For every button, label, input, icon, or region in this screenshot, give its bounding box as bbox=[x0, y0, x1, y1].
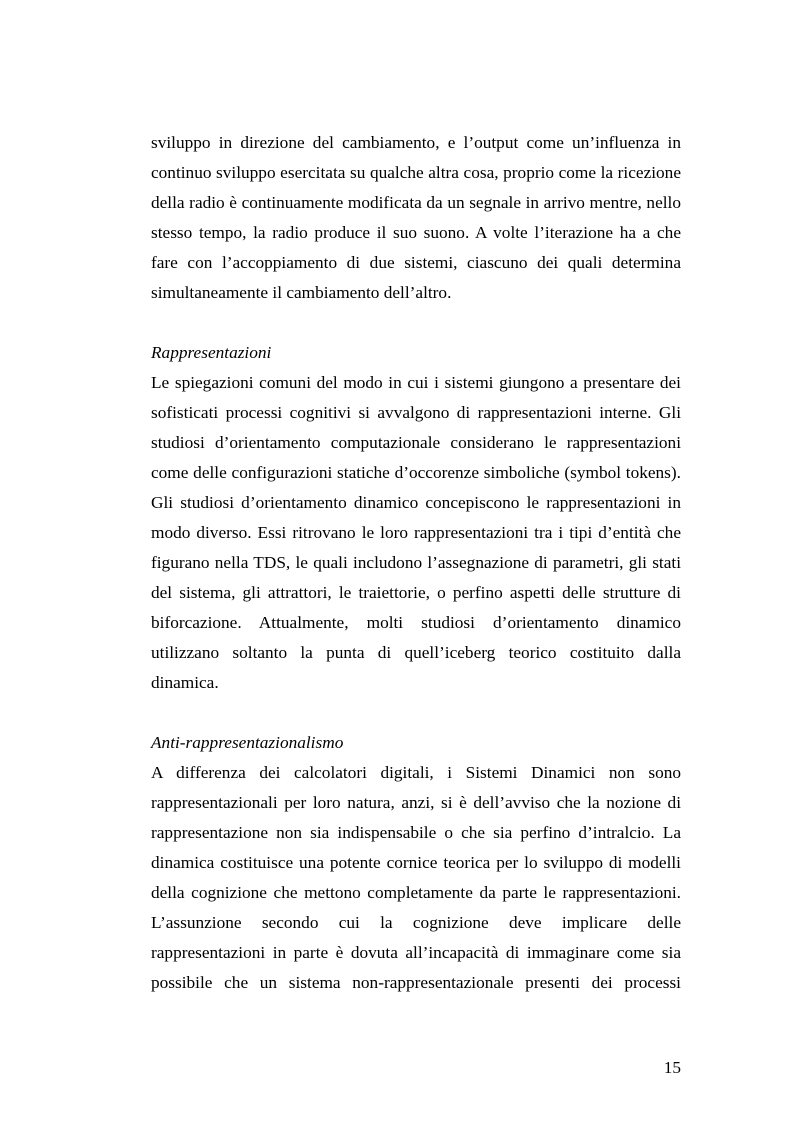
page-body bbox=[151, 128, 681, 998]
text-line: rappresentazione non sia indispensabile o che sia perfino d’intralcio. La bbox=[151, 823, 681, 842]
text-line: dinamica costituisce una potente cornice teorica per lo sviluppo di modelli bbox=[151, 853, 681, 872]
text-line: come delle configurazioni statiche d’occorenze simboliche (symbol tokens). bbox=[151, 463, 681, 482]
text-line: della cognizione che mettono completamente da parte le rappresentazioni. bbox=[151, 883, 681, 902]
text-line: dinamica. bbox=[151, 673, 219, 692]
text-line: Le spiegazioni comuni del modo in cui i sistemi giungono a presentare dei bbox=[151, 373, 681, 392]
text-line: L’assunzione secondo cui la cognizione deve implicare delle bbox=[151, 913, 681, 932]
text-line: fare con l’accoppiamento di due sistemi, ciascuno dei quali determina bbox=[151, 253, 681, 272]
text-line: sofisticati processi cognitivi si avvalgono di rappresentazioni interne. Gli bbox=[151, 403, 681, 422]
paragraph-spacer bbox=[151, 308, 681, 338]
text-line: della radio è continuamente modificata da un segnale in arrivo mentre, nello bbox=[151, 193, 681, 212]
paragraph-anti-rappresentazionalismo bbox=[151, 758, 681, 998]
text-line: rappresentazioni in parte è dovuta all’incapacità di immaginare come sia bbox=[151, 943, 681, 962]
text-line: stesso tempo, la radio produce il suo suono. A volte l’iterazione ha a che bbox=[151, 223, 681, 242]
text-line: continuo sviluppo esercitata su qualche altra cosa, proprio come la ricezione bbox=[151, 163, 681, 182]
text-line: rappresentazionali per loro natura, anzi, si è dell’avviso che la nozione di bbox=[151, 793, 681, 812]
text-line: biforcazione. Attualmente, molti studiosi d’orientamento dinamico bbox=[151, 613, 681, 632]
text-line: Gli studiosi d’orientamento dinamico concepiscono le rappresentazioni in bbox=[151, 493, 681, 512]
section-heading-anti-rappresentazionalismo: Anti-rappresentazionalismo bbox=[151, 733, 344, 752]
page-number: 15 bbox=[663, 1058, 681, 1077]
text-line: A differenza dei calcolatori digitali, i Sistemi Dinamici non sono bbox=[151, 763, 681, 782]
text-line: del sistema, gli attrattori, le traiettorie, o perfino aspetti delle strutture di bbox=[151, 583, 681, 602]
paragraph-spacer bbox=[151, 698, 681, 728]
text-line: modo diverso. Essi ritrovano le loro rappresentazioni tra i tipi d’entità che bbox=[151, 523, 681, 542]
paragraph-continuation bbox=[151, 128, 681, 308]
text-line: simultaneamente il cambiamento dell’altro. bbox=[151, 283, 452, 302]
section-heading-rappresentazioni: Rappresentazioni bbox=[151, 343, 272, 362]
text-line: figurano nella TDS, le quali includono l’assegnazione di parametri, gli stati bbox=[151, 553, 681, 572]
text-line: possibile che un sistema non-rappresentazionale presenti dei processi bbox=[151, 973, 681, 992]
paragraph-rappresentazioni bbox=[151, 368, 681, 698]
text-line: utilizzano soltanto la punta di quell’iceberg teorico costituito dalla bbox=[151, 643, 681, 662]
text-line: sviluppo in direzione del cambiamento, e l’output come un’influenza in bbox=[151, 133, 681, 152]
text-line: studiosi d’orientamento computazionale considerano le rappresentazioni bbox=[151, 433, 681, 452]
